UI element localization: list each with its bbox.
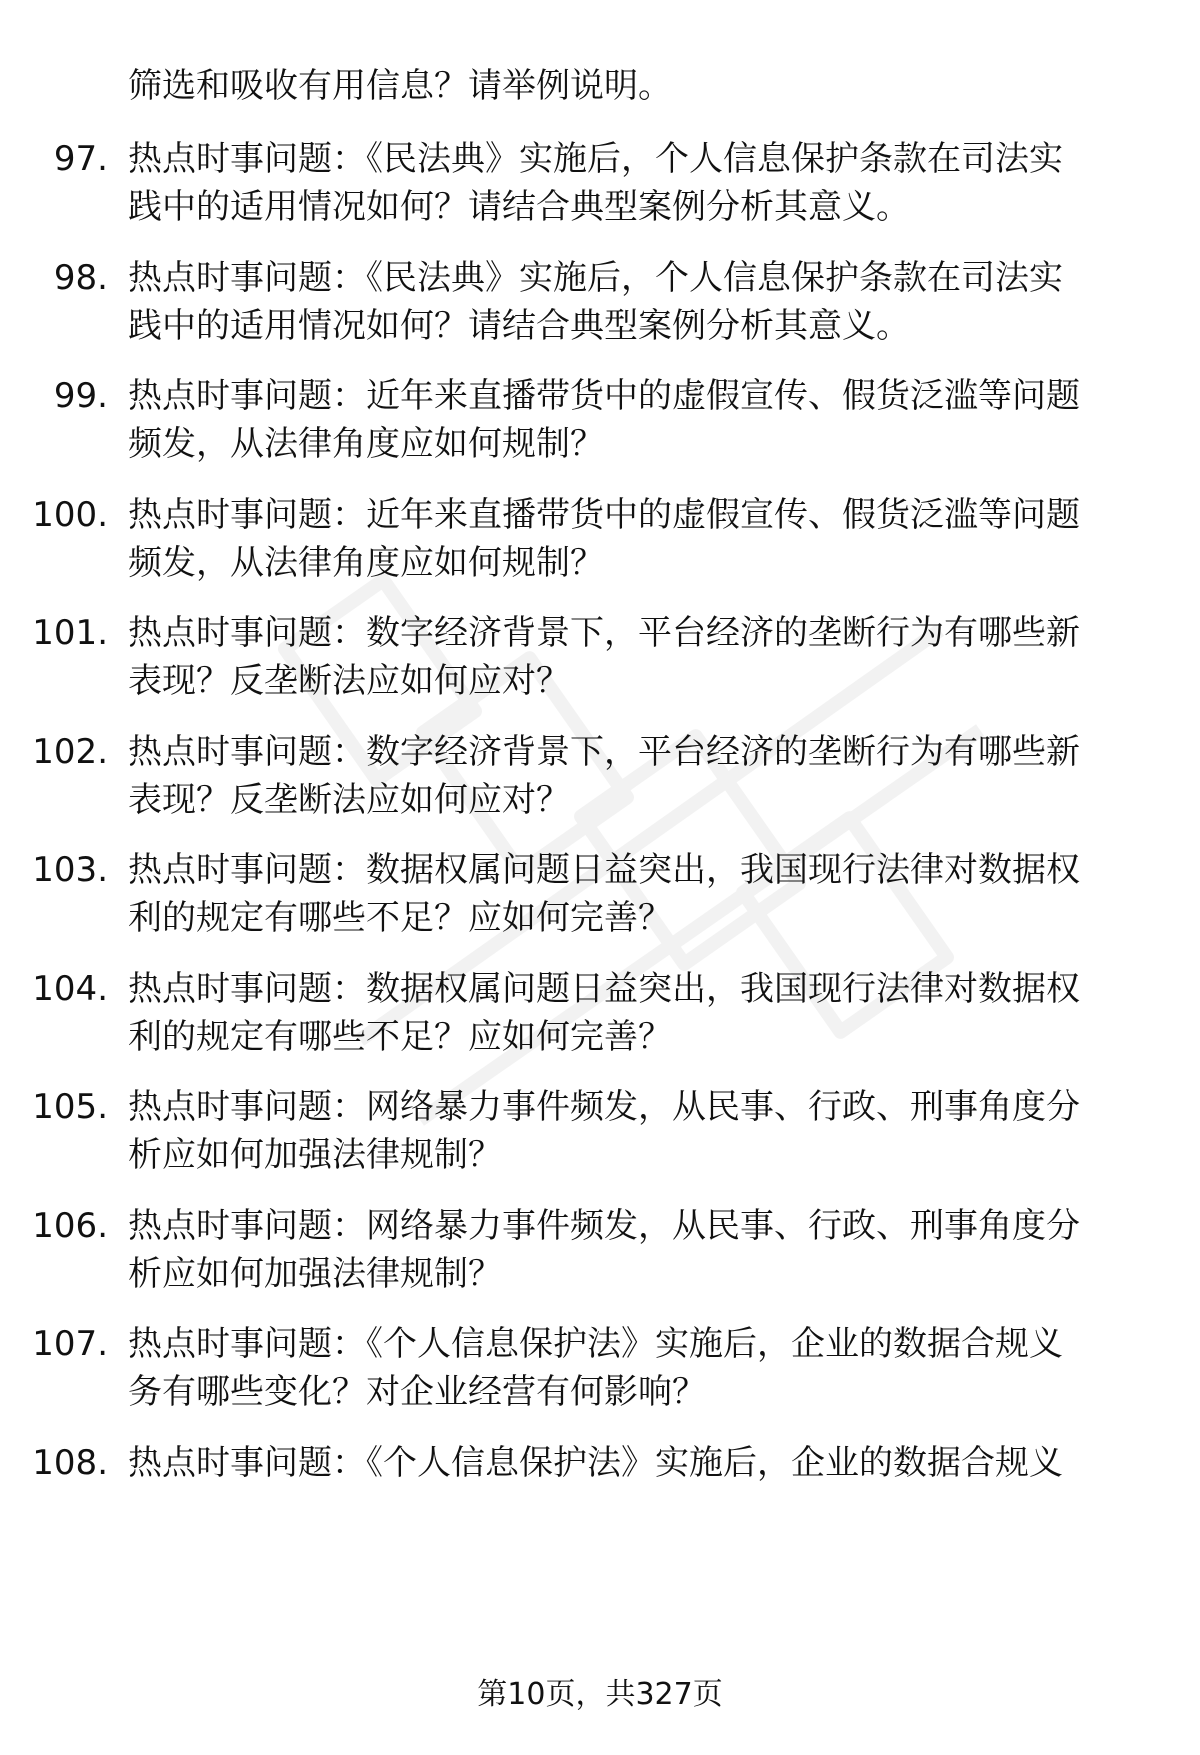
question-text-line: 践中的适用情况如何？请结合典型案例分析其意义。 [128, 306, 910, 346]
question-text [128, 609, 1138, 705]
question-number: 97. [53, 139, 108, 179]
question-text [128, 372, 1138, 468]
question-text [128, 1083, 1138, 1179]
question-number: 99. [53, 376, 108, 416]
question-text [128, 1202, 1138, 1298]
question-text-line: 热点时事问题：《个人信息保护法》实施后，企业的数据合规义 [128, 1443, 1063, 1483]
question-number: 98. [53, 258, 108, 298]
question-text-line: 频发，从法律角度应如何规制？ [128, 543, 604, 583]
question-text-line: 热点时事问题：数据权属问题日益突出，我国现行法律对数据权 [128, 969, 1080, 1009]
question-text-line: 利的规定有哪些不足？应如何完善？ [128, 1017, 672, 1057]
question-text [128, 254, 1138, 350]
question-number: 104. [32, 969, 108, 1009]
question-text-line: 析应如何加强法律规制？ [128, 1254, 502, 1294]
question-number: 100. [32, 495, 108, 535]
question-text-line: 热点时事问题：《民法典》实施后，个人信息保护条款在司法实 [128, 139, 1063, 179]
question-text-line: 热点时事问题：近年来直播带货中的虚假宣传、假货泛滥等问题 [128, 495, 1080, 535]
question-text-line: 表现？反垄断法应如何应对？ [128, 780, 570, 820]
question-number: 102. [32, 732, 108, 772]
question-text [128, 728, 1138, 824]
question-number: 101. [32, 613, 108, 653]
question-text-line: 热点时事问题：网络暴力事件频发，从民事、行政、刑事角度分 [128, 1087, 1080, 1127]
question-text-line: 析应如何加强法律规制？ [128, 1135, 502, 1175]
question-text-line: 频发，从法律角度应如何规制？ [128, 424, 604, 464]
question-text-line: 践中的适用情况如何？请结合典型案例分析其意义。 [128, 187, 910, 227]
question-text-line: 利的规定有哪些不足？应如何完善？ [128, 898, 672, 938]
question-number: 103. [32, 850, 108, 890]
question-text [128, 965, 1138, 1061]
question-text-line: 热点时事问题：《个人信息保护法》实施后，企业的数据合规义 [128, 1324, 1063, 1364]
page-footer: 第10页，共327页 [477, 1677, 723, 1712]
question-text-line: 务有哪些变化？对企业经营有何影响？ [128, 1372, 706, 1412]
continuation-line: 筛选和吸收有用信息？请举例说明。 [128, 66, 672, 106]
question-text [128, 491, 1138, 587]
question-text [128, 1439, 1138, 1487]
question-number: 107. [32, 1324, 108, 1364]
question-text [128, 1320, 1138, 1416]
question-number: 108. [32, 1443, 108, 1483]
question-text-line: 热点时事问题：《民法典》实施后，个人信息保护条款在司法实 [128, 258, 1063, 298]
question-text [128, 846, 1138, 942]
question-number: 105. [32, 1087, 108, 1127]
question-text-line: 热点时事问题：数据权属问题日益突出，我国现行法律对数据权 [128, 850, 1080, 890]
question-text-line: 热点时事问题：数字经济背景下，平台经济的垄断行为有哪些新 [128, 613, 1080, 653]
question-text-line: 表现？反垄断法应如何应对？ [128, 661, 570, 701]
question-number: 106. [32, 1206, 108, 1246]
question-text-line: 热点时事问题：网络暴力事件频发，从民事、行政、刑事角度分 [128, 1206, 1080, 1246]
question-text [128, 135, 1138, 231]
question-text-line: 热点时事问题：数字经济背景下，平台经济的垄断行为有哪些新 [128, 732, 1080, 772]
question-text-line: 热点时事问题：近年来直播带货中的虚假宣传、假货泛滥等问题 [128, 376, 1080, 416]
